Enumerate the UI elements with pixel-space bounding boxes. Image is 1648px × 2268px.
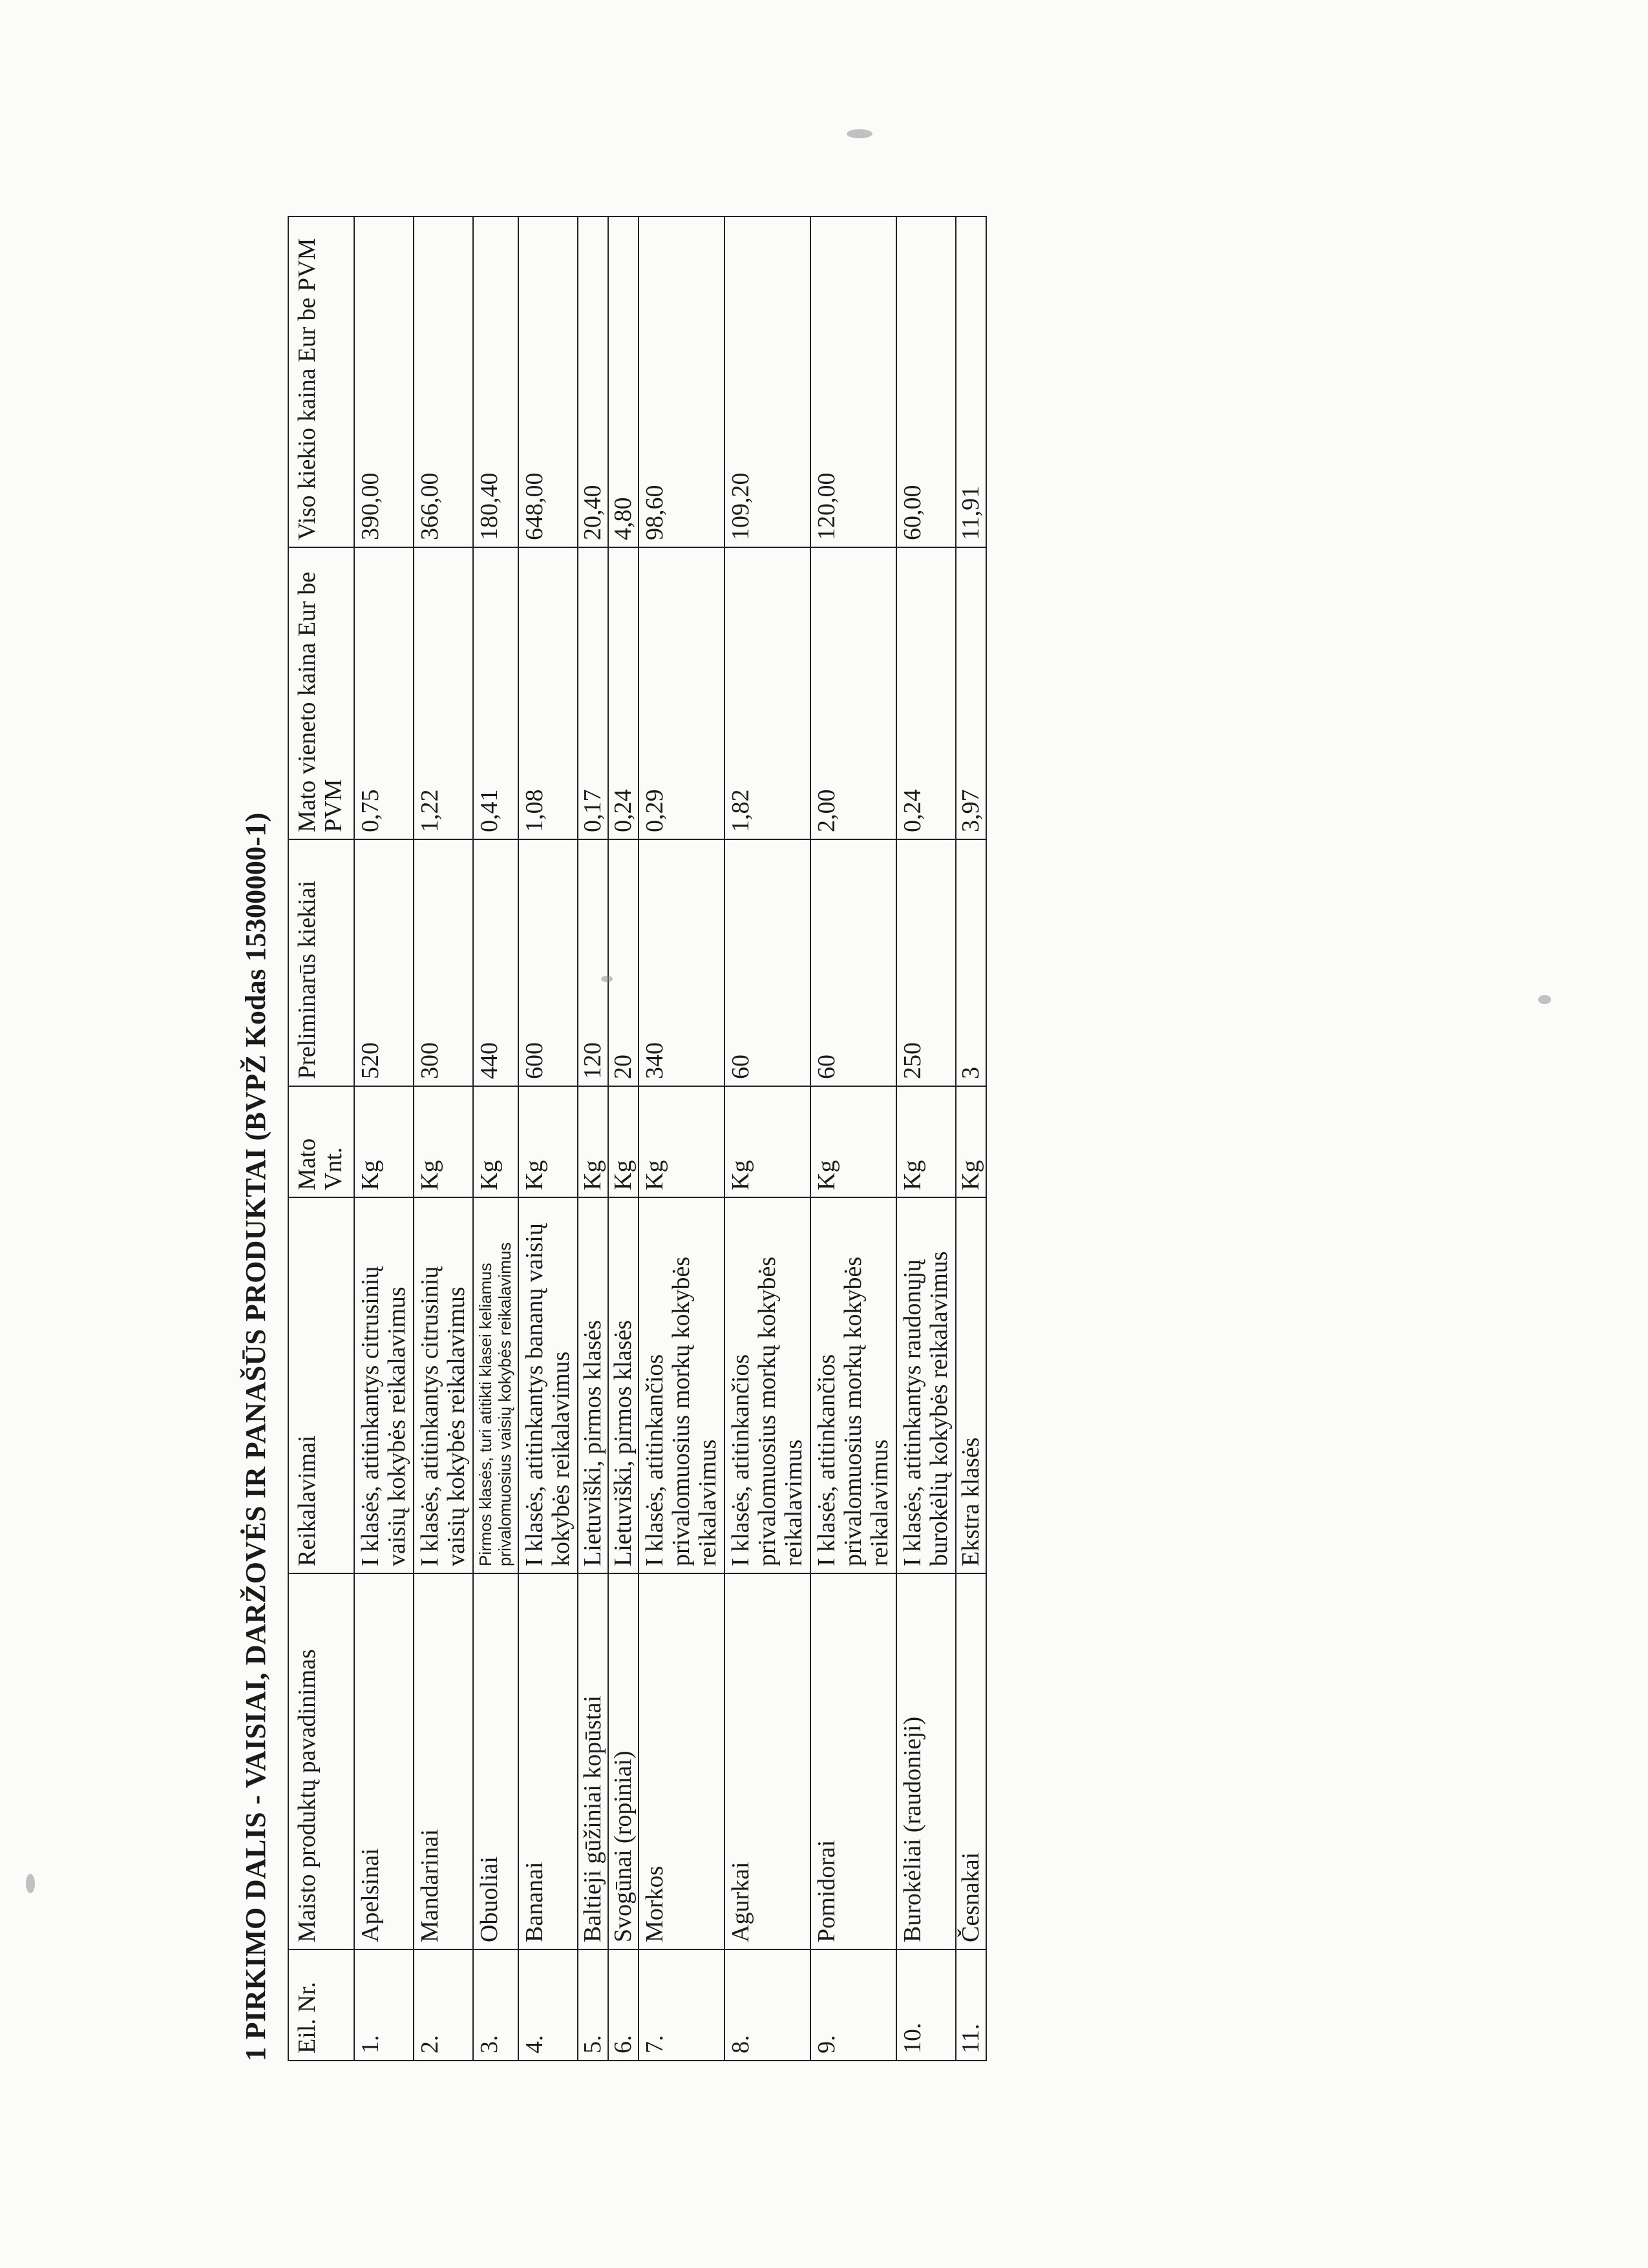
row-total: 120,00 bbox=[810, 216, 896, 547]
row-requirements: I klasės, atitinkančios privalomuosius morkų kokybės reikalavimus bbox=[810, 1197, 896, 1573]
row-name: Česnakai bbox=[956, 1573, 986, 1949]
row-quantity: 440 bbox=[473, 839, 518, 1086]
row-total: 648,00 bbox=[518, 216, 578, 547]
row-name: Apelsinai bbox=[354, 1573, 414, 1949]
row-unit-price: 0,75 bbox=[354, 547, 414, 839]
row-total: 20,40 bbox=[578, 216, 608, 547]
row-name: Burokėliai (raudonieji) bbox=[896, 1573, 956, 1949]
row-total: 11,91 bbox=[956, 216, 986, 547]
row-total: 366,00 bbox=[414, 216, 473, 547]
row-requirements: I klasės, atitinkantys bananų vaisių kokybės reikalavimus bbox=[518, 1197, 578, 1573]
row-total: 109,20 bbox=[724, 216, 810, 547]
table-row bbox=[578, 216, 608, 2061]
row-name: Obuoliai bbox=[473, 1573, 518, 1949]
row-requirements: I klasės, atitinkančios privalomuosius morkų kokybės reikalavimus bbox=[724, 1197, 810, 1573]
row-unit-price: 2,00 bbox=[810, 547, 896, 839]
row-requirements: I klasės, atitinkantys raudonųjų burokėlių kokybės reikalavimus bbox=[896, 1197, 956, 1573]
row-unit-price: 1,22 bbox=[414, 547, 473, 839]
row-name: Svogūnai (ropiniai) bbox=[608, 1573, 639, 1949]
row-requirements: Lietuviški, pirmos klasės bbox=[608, 1197, 639, 1573]
row-quantity: 340 bbox=[639, 839, 724, 1086]
row-total: 98,60 bbox=[639, 216, 724, 547]
table-header-row bbox=[288, 216, 354, 2061]
row-nr: 9. bbox=[810, 1949, 896, 2061]
row-unit-price: 0,24 bbox=[608, 547, 639, 839]
scan-speck bbox=[847, 129, 872, 138]
row-requirements: Ekstra klasės bbox=[956, 1197, 986, 1573]
row-total: 4,80 bbox=[608, 216, 639, 547]
row-name: Baltieji gūžiniai kopūstai bbox=[578, 1573, 608, 1949]
table-row bbox=[518, 216, 578, 2061]
row-quantity: 20 bbox=[608, 839, 639, 1086]
row-unit: Kg bbox=[956, 1086, 986, 1197]
table-row bbox=[724, 216, 810, 2061]
row-unit-price: 0,24 bbox=[896, 547, 956, 839]
row-requirements: Lietuviški, pirmos klasės bbox=[578, 1197, 608, 1573]
document-page bbox=[239, 238, 1506, 2061]
row-unit: Kg bbox=[896, 1086, 956, 1197]
row-quantity: 120 bbox=[578, 839, 608, 1086]
row-unit: Kg bbox=[354, 1086, 414, 1197]
row-unit-price: 0,41 bbox=[473, 547, 518, 839]
header-quantity: Preliminarūs kiekiai bbox=[288, 839, 354, 1086]
row-unit: Kg bbox=[473, 1086, 518, 1197]
table-row bbox=[639, 216, 724, 2061]
row-name: Agurkai bbox=[724, 1573, 810, 1949]
row-requirements: Pirmos klasės, turi atitikti klasei keliamus privalomuosius vaisių kokybės reikalavimus bbox=[473, 1197, 518, 1573]
row-name: Mandarinai bbox=[414, 1573, 473, 1949]
scan-speck bbox=[601, 976, 613, 982]
row-total: 180,40 bbox=[473, 216, 518, 547]
header-requirements: Reikalavimai bbox=[288, 1197, 354, 1573]
row-nr: 6. bbox=[608, 1949, 639, 2061]
header-unit: Mato Vnt. bbox=[288, 1086, 354, 1197]
header-name: Maisto produktų pavadinimas bbox=[288, 1573, 354, 1949]
row-nr: 8. bbox=[724, 1949, 810, 2061]
row-unit: Kg bbox=[414, 1086, 473, 1197]
row-nr: 7. bbox=[639, 1949, 724, 2061]
products-table bbox=[288, 216, 987, 2061]
row-total: 60,00 bbox=[896, 216, 956, 547]
row-unit: Kg bbox=[578, 1086, 608, 1197]
table-row bbox=[473, 216, 518, 2061]
row-unit: Kg bbox=[810, 1086, 896, 1197]
row-name: Morkos bbox=[639, 1573, 724, 1949]
row-unit-price: 1,08 bbox=[518, 547, 578, 839]
row-quantity: 3 bbox=[956, 839, 986, 1086]
row-nr: 11. bbox=[956, 1949, 986, 2061]
table-row bbox=[608, 216, 639, 2061]
row-name: Bananai bbox=[518, 1573, 578, 1949]
row-name: Pomidorai bbox=[810, 1573, 896, 1949]
row-requirements: I klasės, atitinkantys citrusinių vaisių kokybės reikalavimus bbox=[414, 1197, 473, 1573]
row-nr: 10. bbox=[896, 1949, 956, 2061]
table-row bbox=[810, 216, 896, 2061]
row-nr: 1. bbox=[354, 1949, 414, 2061]
header-total-price: Viso kiekio kaina Eur be PVM bbox=[288, 216, 354, 547]
row-unit: Kg bbox=[608, 1086, 639, 1197]
row-quantity: 60 bbox=[724, 839, 810, 1086]
row-requirements: I klasės, atitinkantys citrusinių vaisių kokybės reikalavimus bbox=[354, 1197, 414, 1573]
row-requirements: I klasės, atitinkančios privalomuosius morkų kokybės reikalavimus bbox=[639, 1197, 724, 1573]
row-unit: Kg bbox=[724, 1086, 810, 1197]
row-unit-price: 3,97 bbox=[956, 547, 986, 839]
header-nr: Eil. Nr. bbox=[288, 1949, 354, 2061]
scan-speck bbox=[26, 1874, 35, 1893]
row-quantity: 60 bbox=[810, 839, 896, 1086]
row-unit: Kg bbox=[639, 1086, 724, 1197]
table-row bbox=[414, 216, 473, 2061]
table-row bbox=[956, 216, 986, 2061]
row-quantity: 300 bbox=[414, 839, 473, 1086]
row-quantity: 600 bbox=[518, 839, 578, 1086]
row-quantity: 250 bbox=[896, 839, 956, 1086]
table-row bbox=[354, 216, 414, 2061]
row-nr: 5. bbox=[578, 1949, 608, 2061]
row-nr: 2. bbox=[414, 1949, 473, 2061]
row-nr: 3. bbox=[473, 1949, 518, 2061]
row-total: 390,00 bbox=[354, 216, 414, 547]
table-row bbox=[896, 216, 956, 2061]
row-quantity: 520 bbox=[354, 839, 414, 1086]
row-unit-price: 0,17 bbox=[578, 547, 608, 839]
scan-speck bbox=[1538, 995, 1551, 1004]
row-unit-price: 1,82 bbox=[724, 547, 810, 839]
row-unit: Kg bbox=[518, 1086, 578, 1197]
document-title: 1 PIRKIMO DALIS - VAISIAI, DARŽOVĖS IR PANAŠŪS PRODUKTAI (BVPŽ Kodas 15300000-1) bbox=[240, 812, 271, 2061]
row-unit-price: 0,29 bbox=[639, 547, 724, 839]
header-unit-price: Mato vieneto kaina Eur be PVM bbox=[288, 547, 354, 839]
row-nr: 4. bbox=[518, 1949, 578, 2061]
